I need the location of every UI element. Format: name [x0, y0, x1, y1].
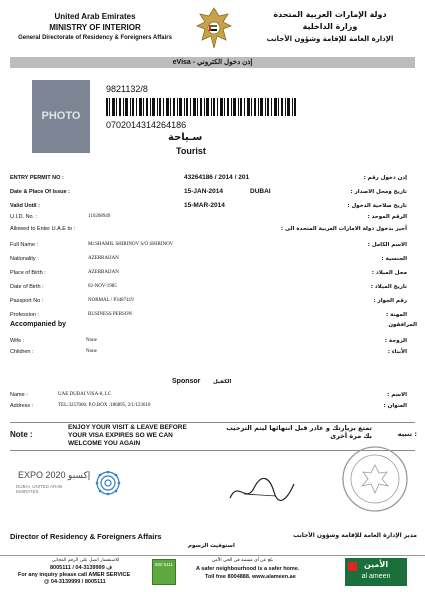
children-value: None	[86, 349, 97, 354]
date-of-birth-label: Date of Birth :	[10, 284, 44, 290]
date-place-row	[10, 187, 415, 197]
profession-label: Profession :	[10, 312, 40, 318]
profession-label-ar: المهنة :	[386, 312, 407, 318]
country-name-ar: دولة الإمارات العربية المتحدة	[273, 10, 387, 19]
footer-right-line2: Toll free 8004888. www.alameen.ae	[205, 574, 296, 580]
accompanied-heading-ar: المرافقون	[388, 322, 417, 328]
note-label: Note :	[10, 430, 33, 439]
date-of-birth-row	[10, 282, 415, 292]
nationality-value: AZERBAIJAN	[88, 256, 119, 261]
nationality-label: Nationality :	[10, 256, 39, 262]
place-of-birth-row	[10, 268, 415, 278]
profession-value: BUSINESS PERSON	[88, 312, 133, 317]
valid-until-label: Valid Until :	[10, 203, 40, 209]
entry-permit-label-ar: إذن دخول رقم :	[363, 175, 407, 181]
valid-until-label-ar: تاريخ صلاحية الدخول :	[347, 203, 407, 209]
full-name-value: Mr.SHAMIL SHIRINOV S/O SHIRINOV	[88, 242, 174, 247]
date-of-birth-value: 02-NOV-1985	[88, 284, 117, 289]
footer-left-ar: للاستفسار اتصل على الرقم المجاني	[52, 558, 120, 563]
valid-until-row	[10, 201, 415, 211]
valid-until-value: 15-MAR-2014	[184, 202, 225, 209]
visa-type-arabic: سـياحة	[168, 132, 203, 143]
expo-subtitle: DUBAI, UNITED ARAB EMIRATES	[16, 484, 63, 494]
date-of-birth-label-ar: تاريخ الميلاد :	[370, 284, 407, 290]
entry-permit-value: 43264186 / 2014 / 201	[184, 174, 250, 181]
issue-place-value: DUBAI	[250, 188, 271, 195]
director-title-ar: مدير الإدارة العامة للإقامة وشؤون الأجانب	[293, 532, 417, 539]
passport-label: Passport No :	[10, 298, 44, 304]
directorate-name: General Directorate of Residency & Foreigners Affairs	[18, 35, 172, 41]
uid-row	[10, 212, 415, 222]
ministry-name: MINISTRY OF INTERIOR	[49, 23, 141, 32]
uid-label-ar: الرقم الموحد :	[367, 214, 407, 220]
date-place-label: Date & Place Of Issue :	[10, 189, 70, 195]
wife-row	[10, 336, 415, 346]
signature-icon	[226, 474, 298, 506]
children-label-ar: الأبناء :	[387, 349, 407, 355]
note-text: ENJOY YOUR VISIT & LEAVE BEFORE YOUR VISA EXPIRES SO WE CAN WELCOME YOU AGAIN	[68, 424, 187, 447]
uid-value: 110208949	[88, 214, 111, 219]
directorate-name-ar: الإدارة العامة للإقامة وشؤون الأجانب	[266, 35, 394, 43]
note-label-ar: تنبيه :	[397, 430, 417, 438]
header-english	[0, 11, 190, 44]
visa-type: Tourist	[176, 146, 206, 156]
children-label: Children :	[10, 349, 34, 355]
full-name-label: Full Name :	[10, 242, 39, 248]
official-stamp-icon	[341, 445, 409, 513]
evisa-title-bar: eVisa - إذن دخول الكتروني	[10, 57, 415, 68]
header-arabic	[235, 9, 425, 45]
sponsor-heading-ar: الكفيل	[213, 379, 232, 385]
alameen-logo-mark-icon	[348, 562, 357, 571]
full-name-label-ar: الاسم الكامل :	[367, 242, 407, 248]
alameen-logo-en: al ameen	[361, 573, 391, 580]
allowed-label-ar: أجيز بدخول دولة الامارات العربية المتحدة الى :	[280, 226, 407, 232]
passport-row	[10, 296, 415, 306]
footer-left-line2: For any inquiry please call AMER SERVICE	[18, 572, 131, 578]
sponsor-address-label: Address :	[10, 403, 34, 409]
full-name-row	[10, 240, 415, 250]
sponsor-address-label-ar: العنوان :	[383, 403, 407, 409]
footer-right-line1: A safer neighbourhood is a safer home.	[196, 566, 300, 572]
sponsor-heading: Sponsor	[172, 378, 201, 385]
amer-800-logo	[152, 559, 176, 585]
uid-label: U.I.D. No. :	[10, 214, 38, 220]
note-text-ar: تمتع بزيارتك و غادر قبل انتهائها ليتم الترحيب بك مرة أخرى	[226, 424, 372, 440]
nationality-row	[10, 254, 415, 264]
country-name: United Arab Emirates	[54, 12, 136, 21]
nationality-label-ar: الجنسية :	[381, 256, 407, 262]
sponsor-address-value: TEL:3257060, P.O.BOX :186895, 2/1/123610	[58, 403, 151, 408]
footer-left-line1: 8005111 / 04-3139999 ف	[50, 565, 112, 571]
alameen-logo	[345, 558, 407, 586]
barcode-icon	[106, 98, 296, 116]
sponsor-name-label: Name :	[10, 392, 28, 398]
expo-logo-icon	[95, 470, 121, 496]
place-of-birth-label-ar: محل الميلاد :	[371, 270, 407, 276]
passport-label-ar: رقم الجواز :	[373, 298, 407, 304]
profession-row	[10, 310, 415, 320]
barcode-number: 0702014314264186	[106, 120, 187, 130]
wife-label-ar: الزوجة :	[384, 338, 407, 344]
wife-value: None	[86, 338, 97, 343]
sponsor-name-row	[10, 390, 415, 400]
place-of-birth-label: Place of Birth :	[10, 270, 46, 276]
wife-label: Wife :	[10, 338, 25, 344]
sponsor-address-row	[10, 401, 415, 411]
director-title: Director of Residency & Foreigners Affairs	[10, 532, 162, 541]
passport-value: NORMAL / P3487419	[88, 298, 134, 303]
entry-permit-label: ENTRY PERMIT NO :	[10, 175, 64, 181]
footer-left-line3: @ 04-3139999 / 8005111	[44, 579, 106, 585]
place-of-birth-value: AZERBAIJAN	[88, 270, 119, 275]
date-place-label-ar: تاريخ ومحل الاصدار :	[350, 189, 407, 195]
entry-permit-row	[10, 173, 415, 183]
note-top-divider	[10, 422, 415, 423]
amer-800-logo-text: 800 5111	[154, 562, 174, 567]
accompanied-heading: Accompanied by	[10, 321, 67, 328]
photo-placeholder: PHOTO	[32, 80, 90, 153]
issue-date-value: 15-JAN-2014	[184, 188, 224, 195]
reference-number: 9821132/8	[106, 84, 148, 94]
children-row	[10, 347, 415, 357]
allowed-label: Allowed to Enter U.A.E to :	[10, 226, 76, 232]
fees-paid-ar: استوفيت الرسوم	[188, 543, 235, 549]
footer-right-ar: بلغ عن أي مشتبه في الحي الآمن	[212, 558, 273, 563]
sponsor-name-label-ar: الاسم :	[387, 392, 407, 398]
alameen-logo-ar: الأمين	[363, 560, 389, 569]
sponsor-name-value: UAE DUBAI VISA-8, LC	[58, 392, 112, 397]
expo-title: EXPO 2020 إكسبو	[18, 470, 91, 480]
allowed-row	[10, 224, 415, 234]
ministry-name-ar: وزارة الداخلية	[302, 22, 358, 31]
uae-emblem-icon	[195, 6, 233, 52]
